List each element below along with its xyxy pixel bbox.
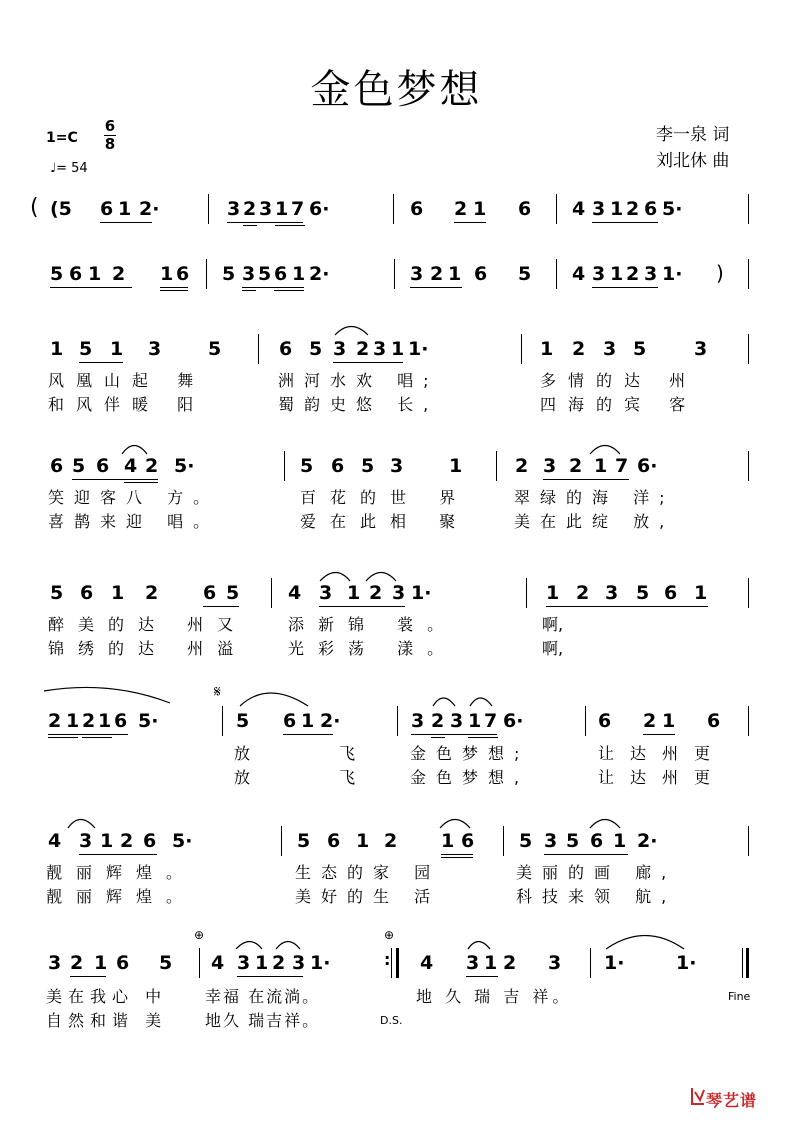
note: 1 — [449, 455, 463, 477]
note: 6 — [518, 198, 532, 220]
lyric-line: 让达州更 — [598, 744, 727, 763]
note: 1 — [347, 582, 361, 604]
note: 2· — [309, 263, 330, 285]
note: 7 — [291, 198, 305, 220]
note: 6 — [590, 830, 604, 852]
note: 2 — [356, 338, 370, 360]
note: 3 — [450, 710, 464, 732]
lyric-line: 醉美的达 州又 — [48, 615, 248, 634]
note: 3 — [48, 952, 62, 974]
note: 5· — [172, 830, 193, 852]
note: 3 — [242, 263, 256, 285]
note: 3 — [410, 263, 424, 285]
note: 6 — [96, 455, 110, 477]
slur — [236, 942, 262, 950]
note: 3 — [292, 952, 306, 974]
note: 5 — [300, 455, 314, 477]
note: 5 — [636, 582, 650, 604]
slur — [44, 687, 170, 703]
note: 3 — [548, 952, 562, 974]
lyric-line: 地久 瑞吉祥。 — [205, 1011, 321, 1030]
note: 1· — [662, 263, 683, 285]
note: 6· — [309, 198, 330, 220]
note: 6 — [331, 455, 345, 477]
note: 3 — [392, 582, 406, 604]
note: 6· — [503, 710, 524, 732]
meter-top: 6 — [104, 117, 116, 135]
note: 6 — [279, 338, 293, 360]
note: 3 — [319, 582, 333, 604]
note: 6 — [114, 710, 128, 732]
note: 7 — [484, 710, 498, 732]
lyric-line: 美好的生 活 — [295, 887, 441, 906]
note: 1· — [604, 952, 625, 974]
note: 5 — [309, 338, 323, 360]
slur — [122, 446, 147, 455]
slur — [68, 820, 95, 829]
note: 5 — [50, 582, 64, 604]
lyric-line: 光彩荡 漾。 — [288, 639, 458, 658]
note: 5 — [72, 455, 86, 477]
lyric-line: 美丽的画 廊, — [516, 863, 677, 882]
note: 2 — [430, 263, 444, 285]
lyric-line: 翠绿的海 洋; — [514, 488, 675, 507]
note: 1· — [408, 338, 429, 360]
repeat-dots: : — [384, 950, 391, 969]
note: 5 — [258, 263, 272, 285]
note: 3 — [390, 455, 404, 477]
note: 5· — [138, 710, 159, 732]
note: 3 — [603, 338, 617, 360]
note: 1 — [546, 582, 560, 604]
note: 2 — [369, 582, 383, 604]
note: 6 — [410, 198, 424, 220]
note: 5 — [566, 830, 580, 852]
note: 6 — [598, 710, 612, 732]
note: 6 — [100, 198, 114, 220]
note: 2 — [626, 198, 640, 220]
note: 2 — [120, 830, 134, 852]
note: 2 — [569, 455, 583, 477]
lyric-line: 风凰山起 舞 — [48, 371, 206, 390]
note: 5 — [226, 582, 240, 604]
coda-icon: ⊕ — [384, 928, 395, 942]
lyric-line: 多情的达 州 — [540, 371, 698, 390]
note: 1 — [301, 710, 315, 732]
lyric-line: 地 久 瑞 吉 祥。 — [416, 987, 573, 1006]
note: 1 — [356, 830, 370, 852]
note: 1 — [540, 338, 554, 360]
lyric-line: 金色梦想; — [410, 744, 530, 763]
note: 2 — [70, 952, 84, 974]
note: 1 — [111, 582, 125, 604]
note: 4 — [572, 263, 586, 285]
key-signature: 1=C — [46, 130, 78, 146]
note: 5 — [79, 338, 93, 360]
note: 6 — [327, 830, 341, 852]
note: 4 — [211, 952, 225, 974]
note: 4 — [124, 455, 138, 477]
note: 2 — [454, 198, 468, 220]
paren-open: ( — [30, 195, 39, 220]
note: 1 — [160, 263, 174, 285]
note: 1 — [94, 952, 108, 974]
note: 2· — [637, 830, 658, 852]
slur — [276, 942, 300, 950]
lyric-line: 笑迎客八 方。 — [48, 488, 220, 507]
meter-bottom: 8 — [104, 135, 116, 153]
note: 6 — [80, 582, 94, 604]
slur — [468, 942, 490, 950]
lyric-line: 科技来领 航, — [516, 887, 677, 906]
note: 1 — [610, 263, 624, 285]
note: 2 — [48, 710, 62, 732]
note: 1 — [100, 830, 114, 852]
note: 2 — [145, 455, 159, 477]
lyricist-credit: 李一泉 词 — [656, 125, 730, 145]
lyric-line: 蜀韵史悠 长, — [278, 395, 439, 414]
note: 3 — [259, 198, 273, 220]
note: 1 — [50, 338, 64, 360]
note: (5 — [50, 198, 72, 220]
note: 2· — [139, 198, 160, 220]
note: 2 — [145, 582, 159, 604]
slur — [320, 573, 350, 582]
note: 5 — [361, 455, 375, 477]
note: 1 — [594, 455, 608, 477]
note: 1· — [676, 952, 697, 974]
note: 3 — [592, 198, 606, 220]
note: 5 — [297, 830, 311, 852]
note: 3 — [544, 830, 558, 852]
note: 6 — [664, 582, 678, 604]
note: 1 — [694, 582, 708, 604]
note: 1· — [411, 582, 432, 604]
lyric-line: 放 飞 — [234, 744, 398, 763]
note: 3 — [644, 263, 658, 285]
note: 1 — [662, 710, 676, 732]
note: 5 — [518, 263, 532, 285]
note: 1 — [255, 952, 269, 974]
lyric-line: 和风伴暖 阳 — [48, 395, 206, 414]
brand-logo-text: 琴艺谱 — [706, 1091, 758, 1110]
brand-logo-icon — [690, 1086, 706, 1106]
quarter-note-icon: ♩ — [50, 161, 57, 176]
note: 5 — [159, 952, 173, 974]
note: 3 — [227, 198, 241, 220]
lyric-line: 让达州更 — [598, 768, 727, 787]
note: 2 — [431, 710, 445, 732]
note: 2 — [384, 830, 398, 852]
ds-mark: D.S. — [380, 1014, 403, 1027]
note: 5 — [50, 263, 64, 285]
note: 1 — [88, 263, 102, 285]
note: 5 — [236, 710, 250, 732]
note: 1 — [468, 710, 482, 732]
lyric-line: 喜鹊来迎 唱。 — [48, 512, 220, 531]
lyric-line: 添新锦 裳。 — [288, 615, 458, 634]
slur — [366, 573, 396, 582]
lyric-line: 美在此绽 放, — [514, 512, 675, 531]
note: 6 — [707, 710, 721, 732]
note: 3 — [79, 830, 93, 852]
note: 6 — [176, 263, 190, 285]
lyric-line: 啊, — [542, 615, 564, 634]
note: 5 — [519, 830, 533, 852]
note: 2 — [82, 710, 96, 732]
note: 3 — [373, 338, 387, 360]
note: 7 — [615, 455, 629, 477]
note: 3 — [543, 455, 557, 477]
tempo-value: = 54 — [56, 161, 88, 176]
note: 2 — [576, 582, 590, 604]
note: 1 — [66, 710, 80, 732]
note: 5· — [662, 198, 683, 220]
note: 5· — [174, 455, 195, 477]
note: 3 — [237, 952, 251, 974]
lyric-line: 洲河水欢 唱; — [278, 371, 439, 390]
note: 4 — [48, 830, 62, 852]
note: 3 — [592, 263, 606, 285]
note: 1 — [98, 710, 112, 732]
lyric-line: 爱在此相 聚 — [300, 512, 470, 531]
note: 2 — [503, 952, 517, 974]
lyric-line: 锦绣的达 州溢 — [48, 639, 248, 658]
lyric-line: 生态的家 园 — [295, 863, 441, 882]
lyric-line: 靓丽辉煌。 — [46, 887, 197, 906]
note: 1· — [310, 952, 331, 974]
note: 1 — [275, 198, 289, 220]
fine-mark: Fine — [728, 990, 751, 1003]
note: 6 — [116, 952, 130, 974]
paren-close: ) — [716, 261, 724, 285]
note: 1 — [448, 263, 462, 285]
slur — [606, 936, 684, 950]
note: 4 — [288, 582, 302, 604]
note: 3 — [694, 338, 708, 360]
note: 5 — [222, 263, 236, 285]
lyric-line: 金色梦想, — [410, 768, 530, 787]
note: 2 — [515, 455, 529, 477]
lyric-line: 百花的世 界 — [300, 488, 470, 507]
note: 4 — [572, 198, 586, 220]
slur — [440, 820, 470, 829]
note: 6 — [461, 830, 475, 852]
coda-icon: ⊕ — [194, 928, 205, 942]
segno-icon: 𝄋 — [214, 682, 221, 701]
note: 6· — [637, 455, 658, 477]
slur — [335, 327, 368, 336]
lyric-line: 幸福 在流淌。 — [205, 987, 321, 1006]
note: 1 — [484, 952, 498, 974]
note: 6 — [644, 198, 658, 220]
note: 6 — [203, 582, 217, 604]
note: 3 — [148, 338, 162, 360]
note: 1 — [110, 338, 124, 360]
note: 2 — [112, 263, 126, 285]
note: 2 — [272, 952, 286, 974]
note: 6 — [69, 263, 83, 285]
lyric-line: 放 飞 — [234, 768, 398, 787]
note: 2 — [572, 338, 586, 360]
note: 2 — [643, 710, 657, 732]
note: 3 — [605, 582, 619, 604]
note: 2 — [626, 263, 640, 285]
slur — [590, 820, 620, 829]
lyric-line: 靓丽辉煌。 — [46, 863, 197, 882]
note: 3 — [466, 952, 480, 974]
lyric-line: 啊, — [542, 639, 564, 658]
note: 3 — [411, 710, 425, 732]
note: 1 — [292, 263, 306, 285]
note: 5 — [633, 338, 647, 360]
note: 5 — [208, 338, 222, 360]
note: 2 — [243, 198, 257, 220]
note: 6 — [283, 710, 297, 732]
slur — [470, 698, 492, 706]
slur — [590, 446, 620, 455]
slur — [433, 698, 455, 706]
lyric-line: 美在我心 中 — [46, 987, 168, 1006]
note: 1 — [613, 830, 627, 852]
note: 1 — [118, 198, 132, 220]
note: 1 — [391, 338, 405, 360]
composer-credit: 刘北休 曲 — [656, 151, 730, 171]
note: 6 — [50, 455, 64, 477]
page-title: 金色梦想 — [310, 67, 483, 113]
lyric-line: 四海的宾 客 — [540, 395, 698, 414]
note: 1 — [441, 830, 455, 852]
note: 4 — [420, 952, 434, 974]
note: 2· — [320, 710, 341, 732]
note: 6 — [474, 263, 488, 285]
note: 6 — [143, 830, 157, 852]
note: 3 — [333, 338, 347, 360]
slur — [240, 693, 308, 706]
note: 6 — [274, 263, 288, 285]
note: 1 — [473, 198, 487, 220]
lyric-line: 自然和谐 美 — [46, 1011, 168, 1030]
note: 1 — [610, 198, 624, 220]
